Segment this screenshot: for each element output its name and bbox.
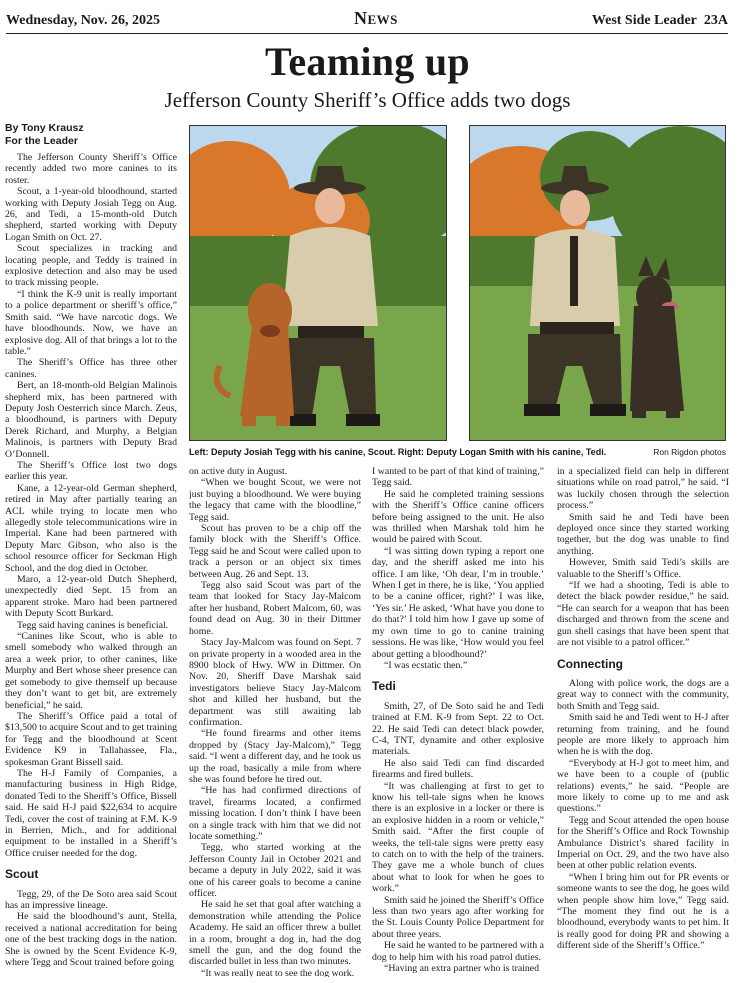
subhead-tedi: Tedi (372, 679, 396, 694)
byline-author: By Tony Krausz (5, 122, 84, 134)
photo-caption: Left: Deputy Josiah Tegg with his canine, Scout. Right: Deputy Logan Smith with his canine, Tedi. (189, 447, 607, 457)
col1-paragraph: Bert, an 18-month-old Belgian Malinois shepherd mix, has been partnered with Deputy Josh Oesterrich since March. Zeus, a bloodhound, is partners with Deputy Derek Richard, and Murphy, a Belgian Malinois, is partners with Deputy Brad O’Donnell. (5, 380, 177, 460)
col1-paragraph: Tegg, 29, of the De Soto area said Scout has an impressive lineage. (5, 888, 177, 911)
col1-paragraph: Tegg said having canines is beneficial. (17, 619, 169, 631)
byline (5, 122, 177, 148)
headline: Teaming up (265, 39, 470, 84)
col3-paragraph: He said he wanted to be partnered with a dog to help him with his road patrol duties. (372, 940, 544, 963)
article-column-3 (372, 466, 544, 977)
photo-tegg-scout (189, 125, 447, 441)
col1-paragraph: Scout specializes in tracking and locating people, and Teddy is trained in explosive detection and also may be used to track missing people. (5, 243, 177, 289)
col1-paragraph: He said the bloodhound’s aunt, Stella, received a national accreditation for being one of the best tracking dogs in the nation. She is owned by the Scent Evidence K-9, where Tegg and Scout trained before going (5, 911, 177, 969)
paper-page (592, 13, 728, 29)
col4-paragraph: Smith said he and Tedi have been deployed once since they started working together, but the dog was unable to find anything. (557, 511, 729, 557)
col1-paragraph: The Sheriff’s Office paid a total of $13,500 to acquire Scout and to get training for Tegg and the bloodhound at Scent Evidence K9 in Tallahassee, Fla., spokesman Grant Bissell said. (5, 710, 177, 768)
col1-paragraph: The Jefferson County Sheriff’s Office recently added two more canines to its roster. (5, 152, 177, 186)
col2-paragraph: Tegg, who started working at the Jefferson County Jail in October 2021 and became a deputy in July 2022, said it was one of his career goals to become a canine officer. (189, 842, 361, 900)
byline-affiliation: For the Leader (5, 135, 78, 147)
col4-paragraph: “If we had a shooting, Tedi is able to detect the black powder residue,” he said. “He can search for a weapon that has been discharged and thrown from the scene and gun shell casings that have been spent that are not visible to a patrol officer.” (557, 580, 729, 649)
col4-paragraph: Along with police work, the dogs are a great way to connect with the community, both Smith and Tegg said. (557, 677, 729, 712)
issue-date: Wednesday, Nov. 26, 2025 (6, 13, 161, 28)
col2-paragraph: “He found firearms and other items dropped by (Stacy Jay-Malcom),” Tegg said. “I went a different day, and he took us up the road, basically a mile from where she was found before he tired out. (189, 728, 361, 785)
section-name: News (354, 8, 398, 28)
col2-paragraph: “It was really neat to see the dog work. (201, 967, 355, 977)
col1-paragraph: The Sheriff’s Office has three other canines. (5, 357, 177, 380)
col1-paragraph: Maro, a 12-year-old Dutch Shepherd, unexpectedly died Sept. 15 from an apparent stroke. Maro had been partnered with Deputy Scott Burkard. (5, 574, 177, 620)
col1-paragraph: The Sheriff’s Office lost two dogs earlier this year. (5, 459, 177, 483)
col4-paragraph: Tegg and Scout attended the open house for the Sheriff’s Office and Rock Township Ambulance District’s shared facility in Imperial on Oct. 29, and the two have also been at other public relation events. (557, 814, 729, 872)
col4-paragraph: “When I bring him out for PR events or someone wants to see the dog, he goes wild when people show him love,” Tegg said. “The moment they find out he is a bloodhound, everybody wants to pet him. It is really good for doing PR and showing a different side of the Sheriff’s Office.” (557, 871, 729, 952)
col4-paragraph: in a specialized field can help in different situations while on road patrol,” he said. “I was luckily chosen through the selection process.” (557, 466, 729, 512)
col1-paragraph: “Canines like Scout, who is able to smell somebody who walked through an area a week prior, to other canines, like Murphy and Bert whose sheer presence can get somebody to give themself up because they don’t want to get bit, are extremely beneficial,” he said. (5, 631, 177, 711)
article-column-1 (5, 152, 177, 977)
photo-smith-tedi (469, 125, 726, 441)
photo-credit: Ron Rigdon photos (653, 447, 726, 457)
col3-paragraph: “I was sitting down typing a report one day, and the sheriff asked me into his office. I am like, ‘Oh dear, I’m in trouble.’ When I get in there, he is like, ‘You applied to be a canine officer, right?’ I was like, ‘Yes sir.’ He asked, ‘What have you done to do that?’ I told him how I gave up some of my own time to go to canine training sessions. He was like, ‘How would you feel about getting a bloodhound?’ (372, 545, 544, 660)
col2-paragraph: Tegg also said Scout was part of the team that looked for Stacy Jay-Malcom after her husband, Robert Malcom, 60, was found dead on Aug. 30 in their Dittmer home. (189, 580, 361, 637)
col4-paragraph: Smith said he and Tedi went to H-J after returning from training, and he found people are more likely to approach him when he is with the dog. (557, 712, 729, 758)
col2-paragraph: on active duty in August. (189, 466, 288, 477)
subhead-scout: Scout (5, 867, 39, 882)
col3-paragraph: He also said Tedi can find discarded firearms and fired bullets. (372, 757, 544, 781)
col3-paragraph: “Having an extra partner who is trained (384, 963, 540, 975)
col4-paragraph: However, Smith said Tedi’s skills are valuable to the Sheriff’s Office. (557, 557, 729, 580)
col2-paragraph: “When we bought Scout, we were not just buying a bloodhound. We were buying the legacy that came with the bloodline,” Tegg said. (189, 477, 361, 523)
col3-paragraph: “It was challenging at first to get to know his tell-tale signs when he knows there is an explosive in a locker or there is an explosive hidden in a room or vehicle,” Smith said. “After the first couple of weeks, the tell-tale signs were pretty easy to catch on to with the help of the trainers. They gave me a whole bunch of clues about what to look for when he goes to work.” (372, 780, 544, 895)
article-column-4 (557, 466, 729, 977)
col2-paragraph: He said he set that goal after watching a demonstration while attending the Police Academy. He said an officer threw a bullet in a room, brought a dog in, had the dog smell the gun, and the dog found the discarded bullet in less than two minutes. (189, 899, 361, 968)
col1-paragraph: “I think the K-9 unit is really important to a police department or sheriff’s office,” Smith said. “We have narcotic dogs. We have bloodhounds. Now, we have an explosive dog. All of that brings a lot to the table.” (5, 288, 177, 357)
col1-paragraph: Scout, a 1-year-old bloodhound, started working with Deputy Josiah Tegg on Aug. 26, and Tedi, a 15-month-old Dutch shepherd, started working with Deputy Logan Smith on Oct. 27. (5, 186, 177, 243)
article-column-2 (189, 466, 361, 977)
col3-paragraph: He said he completed training sessions with the Sheriff’s Office canine officers before being assigned to the unit. He also was thrilled when Marshak told him he would be paired with Scout. (372, 488, 544, 546)
col3-paragraph: I wanted to be part of that kind of training,” Tegg said. (372, 466, 544, 489)
page-number: 23A (703, 13, 728, 28)
subhead-connecting: Connecting (557, 656, 623, 671)
col2-paragraph: “He has had confirmed directions of travel, firearms located, a confirmed missing location. I don’t think I have been on a single track with him that we did not locate something.” (189, 785, 361, 842)
col3-paragraph: “I was ecstatic then.” (384, 659, 468, 671)
deck: Jefferson County Sheriff’s Office adds two dogs (164, 88, 571, 112)
masthead (6, 8, 728, 34)
col3-paragraph: Smith said he joined the Sheriff’s Office less than two years ago after working for the St. Louis County Police Department for about three years. (372, 894, 544, 940)
col2-paragraph: Stacy Jay-Malcom was found on Sept. 7 on private property in a wooded area in the 8900 block of Hwy. WW in Dittmer. On Nov. 20, Sheriff Dave Marshak said investigators believe Stacy Jay-Malcom shot and killed her husband, but the department was still awaiting lab confirmation. (189, 637, 361, 728)
col4-paragraph: “Everybody at H-J got to meet him, and we have been to a couple of (public relations) events,” he said. “People are more likely to come up to me and ask questions.” (557, 757, 729, 815)
col1-paragraph: The H-J Family of Companies, a manufacturing business in High Ridge, donated Tedi to the Sheriff’s Office, Bissell said. He said H-J paid $22,634 to acquire Tedi, cover the cost of training at F.M. K-9 in Berrien, Mich., and for additional equipment to be installed in a Sheriff’s Office cruiser needed for the dog. (5, 767, 177, 859)
col1-paragraph: Kane, a 12-year-old German shepherd, retired in May after partially tearing an ACL while trying to locate men who allegedly stole telecommunications wire in Imperial. Kane had been partnered with Deputy Marc Gibson, who also is the school resource officer for Seckman High School, and the dog died in October. (5, 482, 177, 574)
col3-paragraph: Smith, 27, of De Soto said he and Tedi trained at F.M. K-9 from Sept. 22 to Oct. 22. He said Tedi can detect black powder, C-4, TNT, dynamite and other explosive materials. (372, 700, 544, 758)
paper-name: West Side Leader (591, 13, 697, 28)
col2-paragraph: Scout has proven to be a chip off the family block with the Sheriff’s Office. Tegg said he and Scout were called upon to track a person or an object six times between Aug. 26 and Sept. 13. (189, 523, 361, 580)
